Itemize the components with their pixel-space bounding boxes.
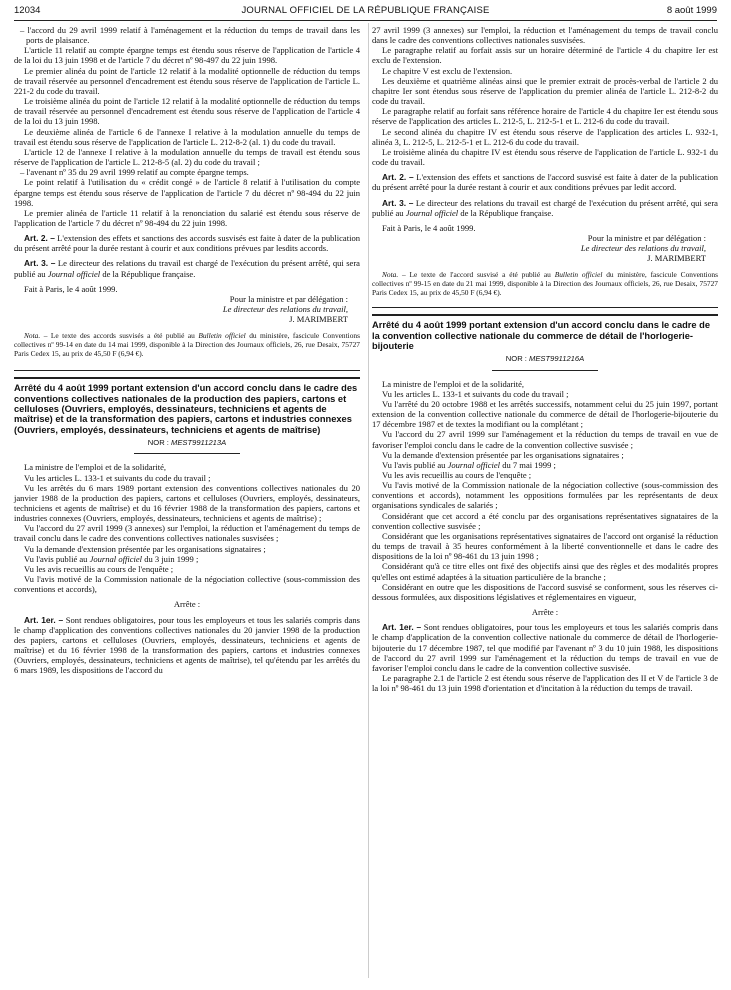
paragraph: Considérant en outre que les dispositions de l'accord susvisé se conforment, sous les réserves ci-dessous formulées, aux dispositions législatives et réglementaires en vigueur, [372,581,718,602]
paragraph: La ministre de l'emploi et de la solidarité, [24,462,167,473]
paragraph: L'article 12 de l'annexe I relative à la modulation annuelle du temps de travail est étendu sous réserve de l'application de l'article L. 212-8-5 (al. 2) du code du travail ; [14,146,360,168]
nota-text: du ministère, fascicule Conventions collectives nº 99-14 en date du 14 mai 1999, disponible à la Direction des Journaux officiels, 26, rue Desaix, 75727 Paris Cedex 15, au prix de 45,50 F (6,94 €). [14,331,360,358]
arrete-title: Arrêté du 4 août 1999 portant extension d'un accord conclu dans le cadre de la convention collective nationale du commerce de détail de l'horlogerie-bijouterie [372,320,711,352]
arrete-label: Arrête : [173,599,201,610]
article-3 [14,258,360,278]
paragraph [14,554,360,564]
nor-code: MEST9911213A [171,438,227,448]
signature-date: Fait à Paris, le 4 août 1999. [24,283,118,294]
text: du 7 mai 1999 ; [500,459,556,470]
issue-date: 8 août 1999 [666,5,717,16]
article-text: L'extension des effets et sanctions de l'accord susvisé est faite à dater de la publication du présent arrêté pour la durée restant à courir et aux conditions prévues par ledit accord. [372,172,718,193]
article-heading: Art. 2. – [24,233,55,244]
paragraph: Le troisième alinéa du chapitre IV est étendu sous réserve de l'application de l'article L. 932-1 du code du travail. [372,146,718,168]
nor-reference [14,438,360,448]
paragraph: Considérant que les organisations représentatives signataires de l'accord ont organisé la réduction du temps de travail à 35 heures conformément à la liberté conventionnelle et dans le cadre des dispositions de la loi nº 98-461 du 13 juin 1998 ; [372,530,718,562]
article-heading: Art. 1er. – [24,614,64,625]
nota-text: du ministère, fascicule Conventions collectives nº 99-15 en date du 21 mai 1999, disponible à la Direction des Journaux officiels, 26, rue Desaix, 75727 Paris Cedex 15, au prix de 45,50 F (6,94 €). [372,270,719,297]
nota [14,332,360,358]
article-text: Le directeur des relations du travail est chargé de l'exécution du présent arrêté, qui sera publié au [372,197,718,218]
paragraph: Le paragraphe relatif au forfait assis sur un horaire déterminé de l'article 4 du chapitre Ier est exclu de l'extension. [372,45,718,66]
text: Vu l'avis publié au [382,459,448,470]
article-2 [372,172,718,192]
nota [372,271,718,297]
paragraph: Le chapitre V est exclu de l'extension. [382,65,513,76]
paragraph: La ministre de l'emploi et de la solidarité, [382,378,525,389]
nota-heading: Nota. – [24,331,48,341]
nor-reference [372,354,718,364]
page-number: 12034 [14,5,41,16]
journal-ref: Journal officiel [89,553,143,564]
paragraph: Considérant que cet accord a été conclu par des organisations représentatives signataires de la convention collective susvisée ; [372,510,718,531]
nor-label: NOR : [147,438,172,448]
section-divider [372,314,718,316]
bulletin-ref: Bulletin officiel [554,270,603,280]
section-divider [134,453,240,454]
nor-code: MEST9911216A [529,354,585,364]
signature-title [372,243,718,253]
paragraph: Vu l'accord du 27 avril 1999 (3 annexes) sur l'emploi, la réduction et l'aménagement du temps de travail conclu dans le cadre des conventions collectives nationales susvisées ; [14,523,360,544]
paragraph: Vu l'avis motivé de la Commission nationale de la négociation collective (sous-commission des conventions et accords), [14,574,360,595]
signatory-name: J. MARIMBERT [647,253,706,264]
paragraph: Le paragraphe 2.1 de l'article 2 est étendu sous réserve de l'application des II et V de l'article 3 de la loi nº 98-461 du 13 juin 1998 d'orientation et d'incitation à la réduction du temps de travail. [372,672,718,694]
paragraph: Vu les articles L. 133-1 et suivants du code du travail ; [382,388,569,399]
paragraph: Vu la demande d'extension présentée par les organisations signataires ; [24,543,266,554]
paragraph: Vu l'arrêté du 20 octobre 1988 et les arrêtés successifs, notamment celui du 25 juin 1997, portant extension de la convention collective nationale du commerce de détail de l'horlogerie-bijouterie du 17 décembre 1987 et de textes la modifiant ou la complétant ; [372,398,718,430]
nota-heading: Nota. – [382,270,406,280]
article-1 [14,615,360,676]
column-separator [368,23,369,978]
article-2 [14,233,360,253]
article-heading: Art. 1er. – [382,622,422,633]
paragraph: Le point relatif à l'utilisation du « crédit congé » de l'article 8 relatif à l'utilisation du compte épargne temps est étendu sous réserve de l'application de l'article 7 du décret nº 98-494 du 22 juin 1998. [14,177,360,208]
paragraph: Vu les articles L. 133-1 et suivants du code du travail ; [24,472,211,483]
right-column [372,25,718,693]
signatory-role: Le directeur des relations du travail, [222,304,348,315]
paragraph: Les deuxième et quatrième alinéas ainsi que le premier extrait de procès-verbal de l'article 2 du chapitre Ier sont étendus sous réserve de l'application du premier alinéa de l'article L. 212-8-2 du code du travail. [372,75,718,107]
paragraph: – l'avenant nº 35 du 29 avril 1999 relatif au compte épargne temps. [20,167,249,178]
header-rule [14,20,717,21]
article-heading: Art. 2. – [382,172,414,183]
signatory-role: Le directeur des relations du travail, [580,243,706,254]
bulletin-ref: Bulletin officiel [198,331,246,341]
paragraph: Le second alinéa du chapitre IV est étendu sous réserve de l'application des articles L. 932-1, alinéa 3, L. 212-5, L. 212-5-1 et L. 212-6 du code du travail. [372,126,718,147]
page-header [14,5,717,19]
paragraph: Le paragraphe relatif au forfait sans référence horaire de l'article 4 du chapitre Ier est étendu sous réserve de l'application des articles L. 212-5, L. 212-5-1 et L. 212-6 du code du travail. [372,106,718,127]
paragraph: 27 avril 1999 (3 annexes) sur l'emploi, la réduction et l'aménagement du temps de travail conclu dans le cadre des conventions collectives nationales susvisées. [372,25,718,46]
arrete-label: Arrête : [531,607,559,618]
paragraph: Vu les avis recueillis au cours de l'enquête ; [24,563,174,574]
signature-title [14,304,360,314]
journal-ref: Journal officiel [447,459,501,470]
paragraph: Vu les arrêtés du 6 mars 1989 portant extension des conventions collectives nationales du 20 janvier 1988 de la production des papiers, cartons et celluloses (Ouvriers, employés, dessinateurs, techniciens et agents de maîtrise) et du 16 février 1988 de la transformation des papiers, cartons et industries connexes (Ouvriers, employés, dessinateurs, techniciens et agents de maîtrise) ; [14,482,360,524]
nota-text: Le texte des accords susvisés a été publié au [47,331,199,341]
paragraph: Le troisième alinéa du point de l'article 12 relatif à la modalité optionnelle de réduction du temps de travail réservée au personnel d'encadrement est étendu sous réserve de l'application de l'article 4 de la loi du 13 juin 1998. [14,96,360,127]
article-text: de la République française. [100,268,196,279]
article-text: de la République française. [458,207,554,218]
nota-text: Le texte de l'accord susvisé a été publié au [405,270,555,280]
paragraph: Vu l'avis motivé de la Commission nationale de la négociation collective (sous-commission des conventions et accords), notamment les oppositions formulées par les représentants de deux organisations syndicales de salariés ; [372,480,718,511]
signatory-name: J. MARIMBERT [289,314,348,325]
article-text: Le directeur des relations du travail est chargé de l'exécution du présent arrêté, qui sera publié au [14,258,360,279]
paragraph [372,460,718,470]
left-column [14,25,360,675]
article-text: L'extension des effets et sanctions des accords susvisés est faite à dater de la publication du présent arrêté pour la durée restant à courir et aux conditions prévues par lesdits accords. [14,233,360,254]
journal-ref: Journal officiel [405,207,459,218]
article-heading: Art. 3. – [382,197,414,208]
section-divider [14,370,360,371]
article-text: Sont rendues obligatoires, pour tous les employeurs et tous les salariés compris dans le champ d'application des conventions collectives nationales du 20 janvier 1998 de la production des papiers, cartons et celluloses (Ouvriers, employés, dessinateurs, techniciens et agents de maîtrise) et du 16 février 1998 de la transformation des papiers, cartons et industries connexes (Ouvriers, employés, dessinateurs, techniciens et agents de maîtrise), tel qu'étendu par les arrêtés du 6 mars 1989, les dispositions de l'accord du [14,614,360,676]
signature-date: Fait à Paris, le 4 août 1999. [382,222,476,233]
paragraph: Le deuxième alinéa de l'article 6 de l'annexe I relative à la modulation annuelle du temps de travail est étendu sous réserve de l'application de l'article L. 212-8-2 (al. 1) du code du travail. [14,126,360,147]
section-divider [14,377,360,379]
paragraph: Vu les avis recueillis au cours de l'enquête ; [382,470,532,480]
paragraph: – l'accord du 29 avril 1999 relatif à l'aménagement et la réduction du temps de travail dans les ports de plaisance. [20,25,360,46]
paragraph: Le premier alinéa de l'article 11 relatif à la renonciation du salarié est étendu sous réserve de l'application de l'article 7 du décret nº 98-494 du 22 juin 1998. [14,207,360,228]
text: du 3 juin 1999 ; [142,553,199,564]
section-divider [492,370,598,371]
journal-title: JOURNAL OFFICIEL DE LA RÉPUBLIQUE FRANÇAISE [241,5,490,16]
paragraph: Vu l'accord du 27 avril 1999 sur l'aménagement et la réduction du temps de travail en vue de favoriser l'emploi conclu dans le cadre de la convention collective susvisée ; [372,429,718,450]
article-1 [372,622,718,673]
signature-line: Pour la ministre et par délégation : [229,293,348,304]
article-text: Sont rendues obligatoires, pour tous les employeurs et tous les salariés compris dans le champ d'application de la convention collective nationale du commerce de détail de l'horlogerie-bijouterie du 17 décembre 1987, tel que modifié par l'avenant nº 3 du 10 juin 1988, les dispositions de l'accord du 27 avril 1999 sur l'aménagement et la réduction du temps de travail en vue de favoriser l'emploi conclu dans le cadre de la convention collective susvisée. [372,622,718,673]
journal-ref: Journal officiel [47,268,101,279]
nor-label: NOR : [505,354,530,364]
article-heading: Art. 3. – [24,258,56,269]
paragraph: L'article 11 relatif au compte épargne temps est étendu sous réserve de l'application de l'article 4 de la loi du 13 juin 1998 et de l'article 7 du décret nº 98-497 du 22 juin 1998. [14,45,360,66]
paragraph: Le premier alinéa du point de l'article 12 relatif à la modalité optionnelle de réduction du temps de travail réservée au personnel d'encadrement est étendu sous réserve de l'application de l'article L. 221-2 du code du travail. [14,65,360,96]
arrete-title: Arrêté du 4 août 1999 portant extension d'un accord conclu dans le cadre des conventions collectives nationales de la production des papiers, cartons et celluloses (Ouvriers, employés, dessinateurs, techniciens et agents de maîtrise) et de la transformation des papiers, cartons et industries connexes (Ouvriers, employés, dessinateurs, techniciens et agents de maîtrise) [14,383,358,435]
paragraph: Considérant qu'à ce titre elles ont fixé des objectifs ainsi que des règles et des modalités propres qu'elles ont estimé adaptées à la situation particulière de la branche ; [372,561,718,582]
text: Vu l'avis publié au [24,553,90,564]
paragraph: Vu la demande d'extension présentée par les organisations signataires ; [382,449,624,460]
signature-line: Pour la ministre et par délégation : [587,232,706,243]
section-divider [372,307,718,308]
article-3 [372,198,718,218]
